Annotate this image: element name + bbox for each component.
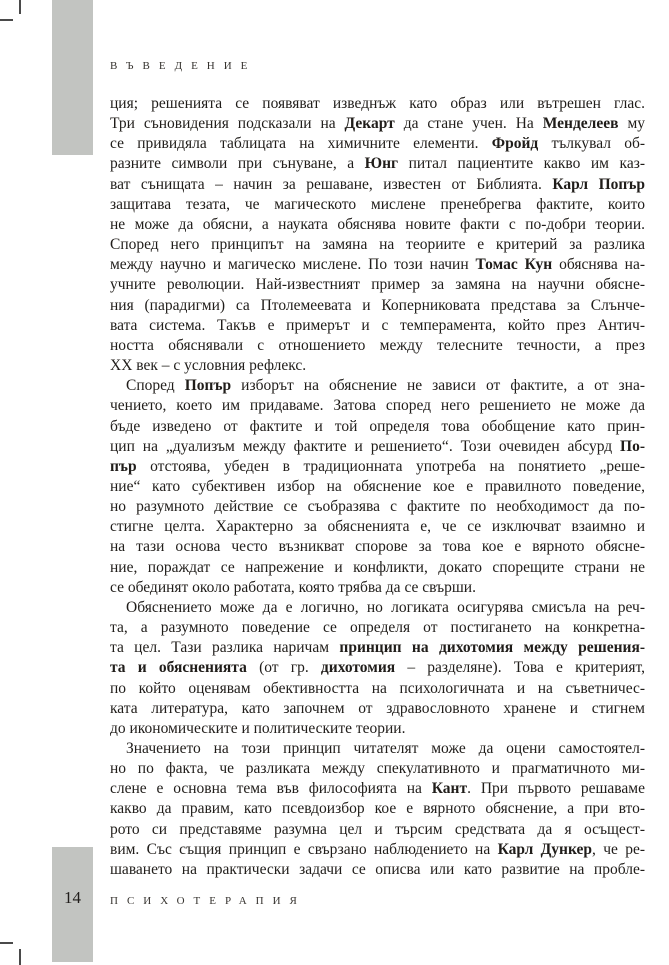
- text-line: не може да обясни, а науката обяснява новите факти с по-добри теории.: [110, 215, 645, 233]
- text-line: по който оценявам обективността на психологичната и на съветничес-: [110, 679, 645, 697]
- text-line: Според него принципът на замяна на теориите е критерий за разлика: [110, 236, 645, 254]
- text-line: ват сънищата – начин за решаване, известен от Библията. Карл Попър: [110, 175, 645, 193]
- text-line: се обединят около работата, която трябва да се свърши.: [110, 578, 476, 596]
- text-line: но разумното действие се съобразява с фактите по необходимост да по-: [110, 498, 645, 516]
- text-line: слене е основна тема във философията на Кант. При първото решаваме: [110, 780, 645, 798]
- text-line: ние, пораждат се напрежение и конфликти, докато спорещите страни не: [110, 558, 645, 576]
- text-line: ция; решенията се появяват изведнъж като образ или вътрешен глас.: [110, 95, 645, 112]
- text-line: стигне целта. Характерно за обясненията е, че се изключват взаимно и: [110, 518, 645, 536]
- text-line: ХХ век – с условния рефлекс.: [110, 357, 307, 375]
- text-line: Три съновидения подсказали на Декарт да стане учен. На Менделеев му: [110, 115, 645, 133]
- crop-mark-bottom-horizontal: [0, 942, 13, 944]
- text-line: Значението на този принцип читателят може да оцени самостоятел-: [126, 740, 645, 757]
- body-text: [110, 94, 645, 880]
- text-line: ния (парадигми) са Птолемеевата и Коперниковата представа за Слънче-: [110, 296, 645, 314]
- text-line: до икономическите и политическите теории.: [110, 719, 406, 737]
- text-line: се привидяла таблицата на химичните елементи. Фройд тълкувал об-: [110, 135, 645, 153]
- crop-mark-bottom-vertical: [19, 949, 21, 965]
- text-line: ността обяснявали с отношението между телесните течности, а през: [110, 336, 645, 354]
- text-line: рото си представяме разумна цел и търсим средствата да я осъщест-: [110, 820, 645, 838]
- running-header: ВЪВЕДЕНИЕ: [110, 60, 257, 72]
- text-line: ката литература, като започнем от здравословното хранене и стигнем: [110, 699, 645, 717]
- text-line: та, а разумното поведение се определя от постигането на конкретна-: [110, 619, 645, 637]
- crop-mark-top-horizontal: [0, 19, 13, 21]
- text-line: вим. Със същия принцип е свързано наблюдението на Карл Дункер, че ре-: [110, 840, 645, 858]
- text-line: Обяснението може да е логично, но логиката осигурява смисъла на реч-: [126, 598, 645, 616]
- text-line: вата система. Такъв е примерът и с темперамента, който през Антич-: [110, 316, 645, 334]
- text-line: чението, което им придаваме. Затова според него решението не може да: [110, 397, 645, 415]
- text-line: бъде изведено от фактите и той определя това обобщение като прин-: [110, 417, 645, 435]
- text-line: на тази основа често възникват спорове за това кое е вярното обясне-: [110, 538, 645, 556]
- text-line: та цел. Тази разлика наричам принцип на дихотомия между решения-: [110, 639, 646, 657]
- text-line: пър отстоява, убеден в традиционната употреба на понятието „реше-: [110, 457, 645, 475]
- text-line: ние“ като субективен избор на обяснение кое е правилното поведение,: [110, 477, 645, 495]
- page-number: 14: [64, 888, 81, 907]
- text-line: та и обясненията (от гр. дихотомия – разделяне). Това е критерият,: [110, 659, 645, 677]
- running-footer: ПСИХОТЕРАПИЯ: [110, 895, 306, 907]
- text-line: разните символи при сънуване, а Юнг питал пациентите какво им каз-: [110, 155, 645, 173]
- text-line: какво да правим, като псевдоизбор кое е вярното обяснение, а при вто-: [110, 800, 645, 818]
- text-line: защитава тезата, че магическото мислене пренебрегва фактите, които: [110, 195, 645, 213]
- crop-mark-top-vertical: [19, 0, 21, 14]
- margin-band-top: [52, 0, 93, 155]
- text-line: шаването на практически задачи се описва или като развитие на пробле-: [110, 860, 645, 878]
- text-line: цип на „дуализъм между фактите и решението“. Този очевиден абсурд По-: [110, 437, 645, 455]
- text-line: учните революции. Най-известният пример за замяна на научни обясне-: [110, 276, 645, 294]
- text-line: но по факта, че разликата между спекулативното и прагматичното ми-: [110, 760, 645, 778]
- text-line: Според Попър изборът на обяснение не зависи от фактите, а от зна-: [126, 377, 645, 395]
- text-line: между научно и магическо мислене. По този начин Томас Кун обяснява на-: [110, 256, 645, 274]
